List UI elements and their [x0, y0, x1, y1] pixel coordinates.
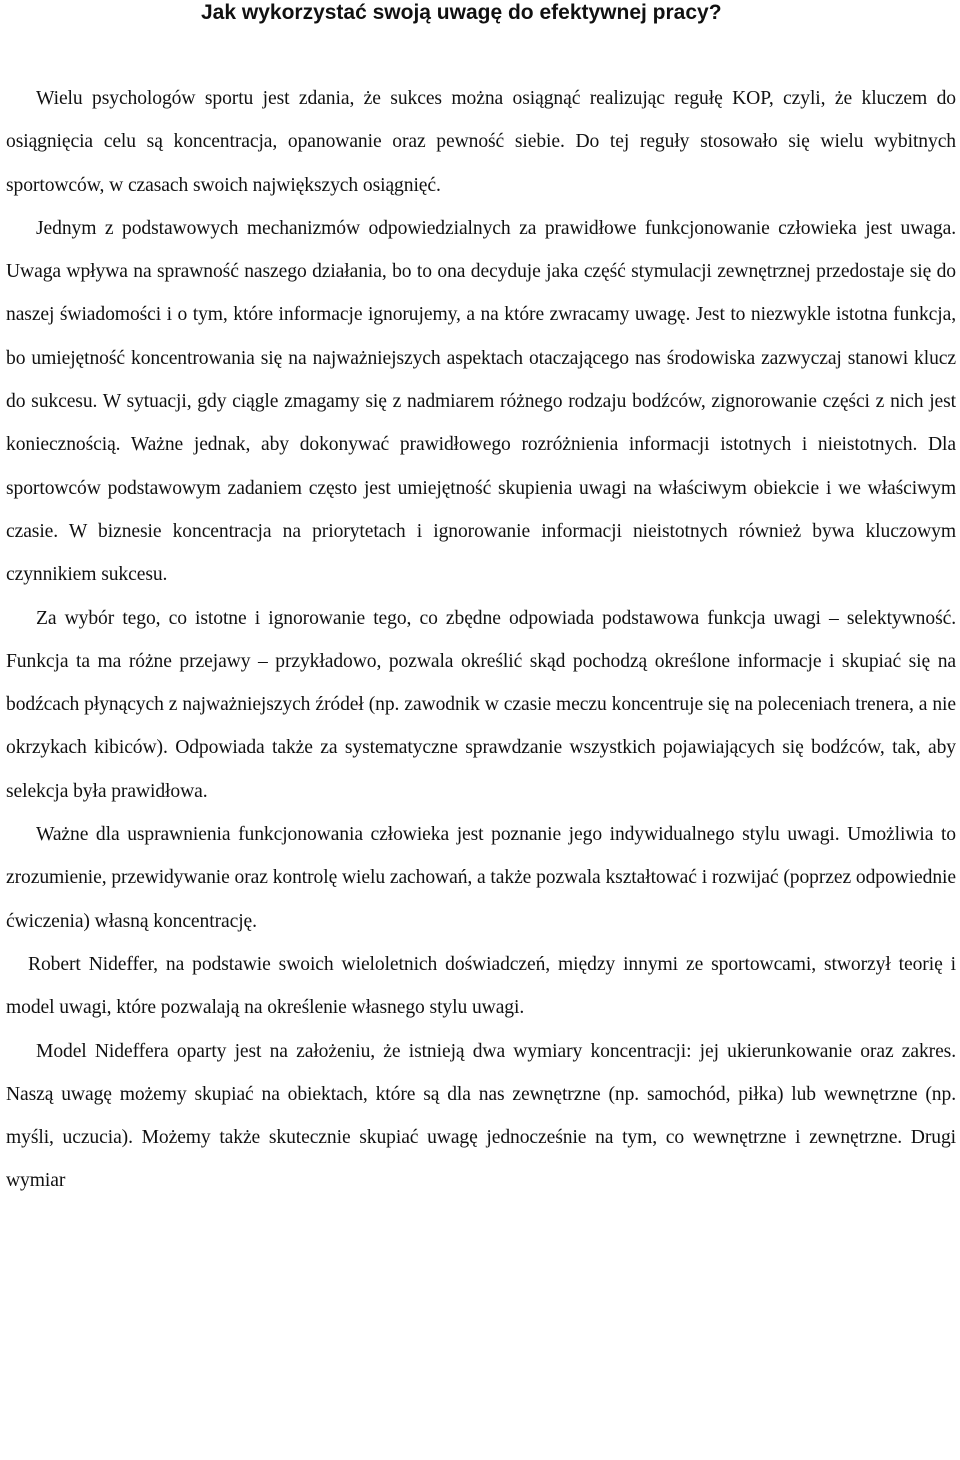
paragraph-nideffer-model: Model Nideffera oparty jest na założeniu, że istnieją dwa wymiary koncentracji: jej ukierunkowanie oraz zakres. Naszą uwagę możemy skupiać na obiektach, które są dla nas zewnętrzne (np. samochód, piłka) lub wewnętrzne (np. myśli, uczucia). Możemy także skutecznie skupiać uwagę jednocześnie na tym, co wewnętrzne i zewnętrzne. Drugi wymiar: [6, 1040, 956, 1192]
document-title: Jak wykorzystać swoją uwagę do efektywnej pracy?: [201, 1, 722, 24]
document-page: [6, 0, 956, 1203]
paragraph-attention-style: Ważne dla usprawnienia funkcjonowania człowieka jest poznanie jego indywidualnego stylu uwagi. Umożliwia to zrozumienie, przewidywanie oraz kontrolę wielu zachowań, a także pozwala kształtować i rozwijać (poprzez odpowiednie ćwiczenia) własną koncentrację.: [6, 824, 956, 932]
paragraph-attention-mechanism: Jednym z podstawowych mechanizmów odpowiedzialnych za prawidłowe funkcjonowanie człowieka jest uwaga. Uwaga wpływa na sprawność naszego działania, bo to ona decyduje jaka część stymulacji zewnętrznej przedostaje się do naszej świadomości i o tym, które informacje ignorujemy, a na które zwracamy uwagę. Jest to niezwykle istotna funkcja, bo umiejętność koncentrowania się na najważniejszych aspektach otaczającego nas środowiska zazwyczaj stanowi klucz do sukcesu. W sytuacji, gdy ciągle zmagamy się z nadmiarem różnego rodzaju bodźców, zignorowanie części z nich jest koniecznością. Ważne jednak, aby dokonywać prawidłowego rozróżnienia informacji istotnych i nieistotnych. Dla sportowców podstawowym zadaniem często jest umiejętność skupienia uwagi na właściwym obiekcie i we właściwym czasie. W biznesie koncentracja na priorytetach i ignorowanie informacji nieistotnych również bywa kluczowym czynnikiem sukcesu.: [6, 217, 956, 586]
paragraph-selectivity: Za wybór tego, co istotne i ignorowanie tego, co zbędne odpowiada podstawowa funkcja uwagi – selektywność. Funkcja ta ma różne przejawy – przykładowo, pozwala określić skąd pochodzą określone informacje i skupiać się na bodźcach płynących z najważniejszych źródeł (np. zawodnik w czasie meczu koncentruje się na poleceniach trenera, a nie okrzykach kibiców). Odpowiada także za systematyczne sprawdzanie wszystkich pojawiających się bodźców, tak, aby selekcja była prawidłowa.: [6, 607, 956, 802]
paragraph-kop-rule: Wielu psychologów sportu jest zdania, że sukces można osiągnąć realizując regułę KOP, czyli, że kluczem do osiągnięcia celu są koncentracja, opanowanie oraz pewność siebie. Do tej reguły stosowało się wielu wybitnych sportowców, w czasach swoich największych osiągnięć.: [6, 88, 956, 196]
paragraph-nideffer: Robert Nideffer, na podstawie swoich wieloletnich doświadczeń, między innymi ze sportowcami, stworzył teorię i model uwagi, które pozwalają na określenie własnego stylu uwagi.: [6, 953, 956, 1019]
